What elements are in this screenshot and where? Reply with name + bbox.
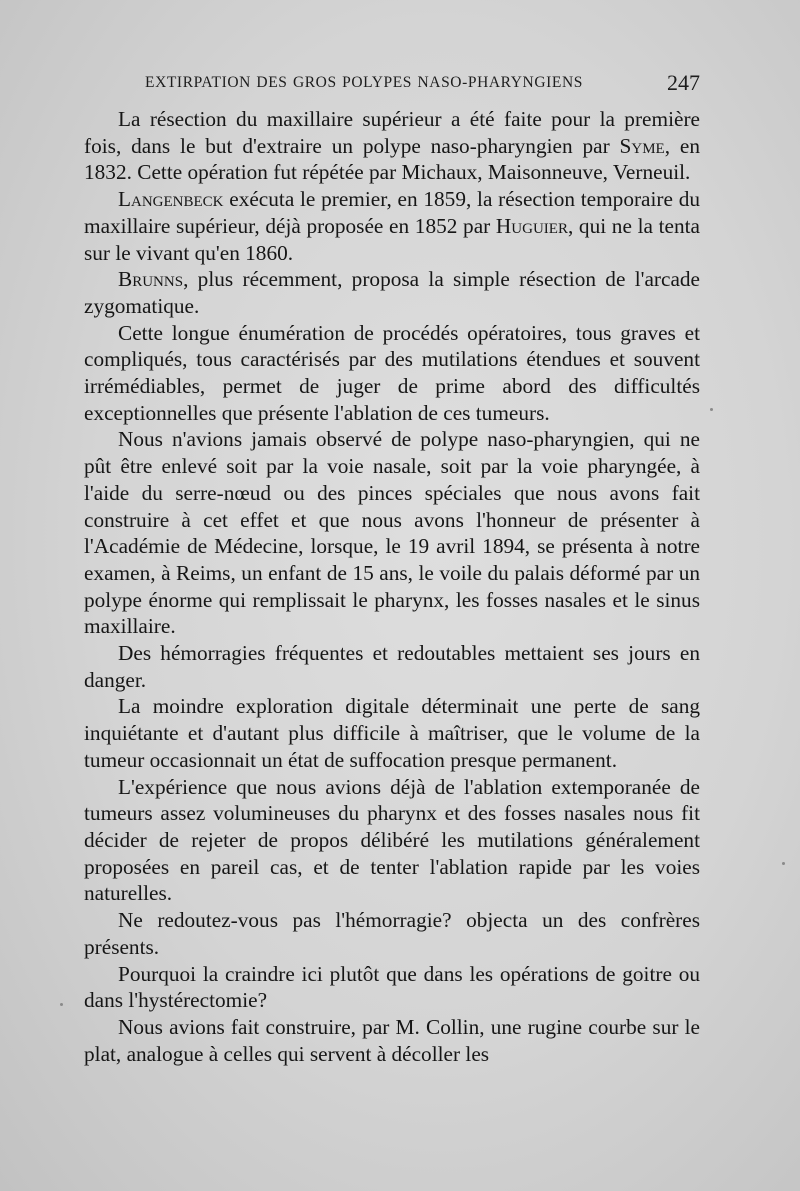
paragraph-10: Pourquoi la craindre ici plutôt que dans les opérations de goitre ou dans l'hystérectomie?	[84, 961, 700, 1013]
paragraph-6: Des hémorragies fréquentes et redoutables mettaient ses jours en danger.	[84, 641, 700, 692]
author-syme: Syme	[619, 133, 665, 158]
margin-speck	[782, 862, 785, 865]
author-huguier: Huguier	[495, 213, 568, 238]
paragraph-4: Cette longue énumération de procédés opératoires, tous graves et compliqués, tous caractérisés par des mutilations étendues et souvent irrémédiables, permet de juger de prime abord des difficultés exceptionnelles que présente l'ablation de ces tumeurs.	[84, 320, 700, 425]
page-number: 247	[667, 70, 700, 95]
paragraph-11: Nous avions fait construire, par M. Collin, une rugine courbe sur le plat, analogue à celles qui servent à décoller les	[84, 1014, 700, 1066]
paragraph-5: Nous n'avions jamais observé de polype naso-pharyngien, qui ne pût être enlevé soit par la voie nasale, soit par la voie pharyngée, à l'aide du serre-nœud ou des pinces spéciales que nous avons fait construire à cet effet et que nous avons l'honneur de présenter à l'Académie de Médecine, lorsque, le 19 avril 1894, se présenta à notre examen, à Reims, un enfant de 15 ans, le voile du palais déformé par un polype énorme qui remplissait le pharynx, les fosses nasales et le sinus maxillaire.	[84, 427, 700, 639]
paragraph-3-text: , plus récemment, proposa la simple résection de l'arcade zygomatique.	[84, 267, 700, 318]
paragraph-2-text: exécuta le premier, en 1859, la résection temporaire du maxillaire supérieur, déjà proposée en 1852 par	[84, 187, 700, 238]
paragraph-2	[84, 186, 700, 266]
paragraph-7: La moindre exploration digitale déterminait une perte de sang inquiétante et d'autant plus difficile à maîtriser, que le volume de la tumeur occasionnait un état de suffocation presque permanent.	[84, 694, 700, 772]
page-header	[145, 70, 700, 98]
paragraph-3	[84, 266, 700, 319]
paragraph-8: L'expérience que nous avions déjà de l'ablation extemporanée de tumeurs assez volumineuses du pharynx et des fosses nasales nous fit décider de rejeter de propos délibéré les mutilations généralement proposées en pareil cas, et de tenter l'ablation rapide par les voies naturelles.	[84, 774, 700, 906]
running-title: EXTIRPATION DES GROS POLYPES NASO-PHARYNGIENS	[145, 74, 583, 91]
margin-speck	[710, 408, 713, 411]
margin-speck	[60, 1003, 63, 1006]
paragraph-9: Ne redoutez-vous pas l'hémorragie? objecta un des confrères présents.	[84, 908, 700, 959]
body-text	[84, 106, 700, 1067]
author-brunns: Brunns	[118, 267, 184, 292]
paragraph-1-text-2: , en 1832. Cette opération fut répétée par Michaux, Maisonneuve, Verneuil.	[84, 133, 700, 185]
author-langenbeck: Langenbeck	[118, 187, 224, 212]
paragraph-2-text-2: , qui ne la tenta sur le vivant qu'en 1860.	[84, 213, 700, 265]
paragraph-1-text: La résection du maxillaire supérieur a été faite pour la première fois, dans le but d'extraire un polype naso-pharyngien par	[84, 107, 700, 158]
paragraph-1	[84, 106, 700, 186]
